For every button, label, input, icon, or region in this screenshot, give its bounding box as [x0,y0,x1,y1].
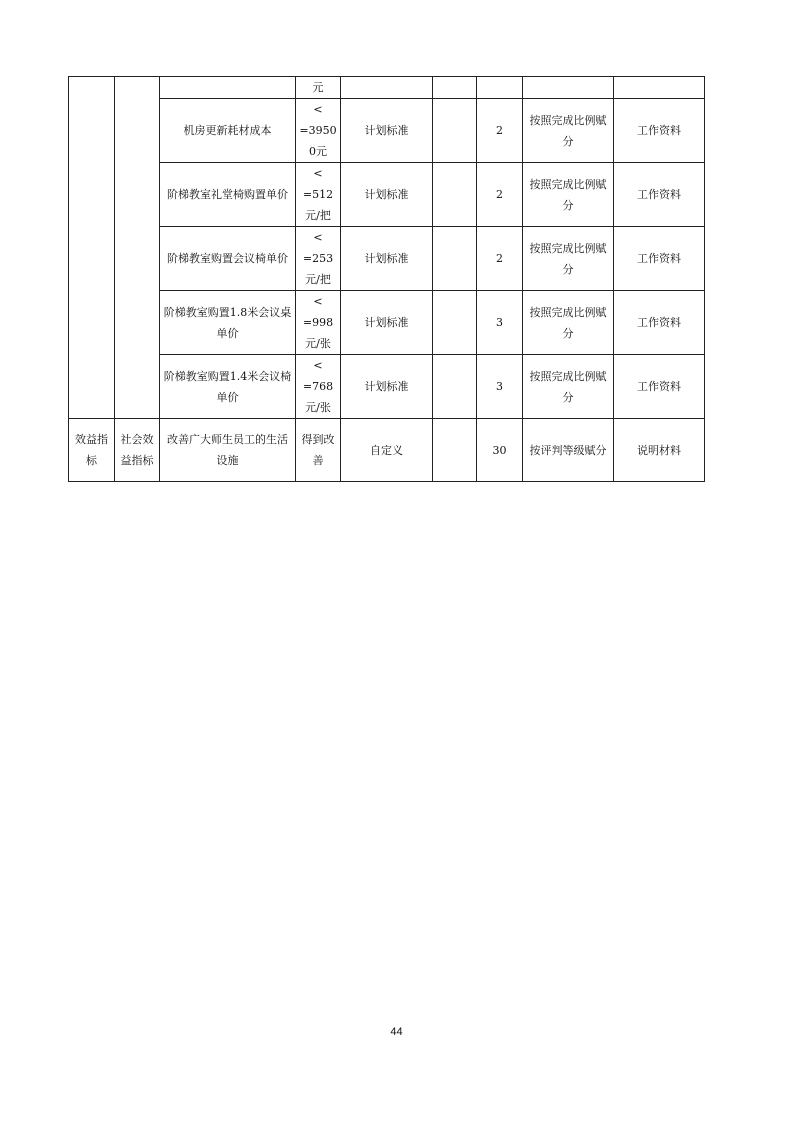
material-cell: 工作资料 [614,163,705,227]
method-cell: 按评判等级赋分 [523,419,614,482]
value-cell: 元 [296,77,341,99]
blank-cell [433,77,477,99]
material-cell: 工作资料 [614,227,705,291]
table-row [69,291,705,355]
table-row [69,355,705,419]
indicator-cell: 阶梯教室礼堂椅购置单价 [160,163,296,227]
material-cell: 工作资料 [614,291,705,355]
weight-cell: 2 [477,163,523,227]
blank-cell [433,355,477,419]
table-row [69,419,705,482]
method-cell: 按照完成比例赋分 [523,355,614,419]
level2-cell-continued [115,77,160,419]
indicator-cell: 机房更新耗材成本 [160,99,296,163]
indicator-cell: 阶梯教室购置1.4米会议椅单价 [160,355,296,419]
value-cell: < =3950 0元 [296,99,341,163]
method-cell [523,77,614,99]
weight-cell: 3 [477,291,523,355]
weight-cell: 2 [477,227,523,291]
standard-cell: 自定义 [341,419,433,482]
standard-cell: 计划标准 [341,227,433,291]
value-cell: < =512 元/把 [296,163,341,227]
material-cell: 工作资料 [614,99,705,163]
indicator-cell: 阶梯教室购置会议椅单价 [160,227,296,291]
value-cell: < =768 元/张 [296,355,341,419]
value-cell: < =253 元/把 [296,227,341,291]
weight-cell: 30 [477,419,523,482]
material-cell [614,77,705,99]
level2-cell: 社会效益指标 [115,419,160,482]
table-row [69,227,705,291]
standard-cell: 计划标准 [341,355,433,419]
method-cell: 按照完成比例赋分 [523,227,614,291]
blank-cell [433,99,477,163]
table-row [69,163,705,227]
table-row [69,77,705,99]
material-cell: 说明材料 [614,419,705,482]
blank-cell [433,163,477,227]
standard-cell [341,77,433,99]
standard-cell: 计划标准 [341,99,433,163]
standard-cell: 计划标准 [341,291,433,355]
level1-cell-continued [69,77,115,419]
method-cell: 按照完成比例赋分 [523,99,614,163]
blank-cell [433,227,477,291]
method-cell: 按照完成比例赋分 [523,291,614,355]
value-cell: 得到改善 [296,419,341,482]
weight-cell: 3 [477,355,523,419]
performance-indicator-table [68,76,705,482]
weight-cell: 2 [477,99,523,163]
level1-cell: 效益指标 [69,419,115,482]
indicator-cell: 阶梯教室购置1.8米会议桌单价 [160,291,296,355]
blank-cell [433,419,477,482]
page-number: 44 [390,1026,403,1038]
material-cell: 工作资料 [614,355,705,419]
table-row [69,99,705,163]
blank-cell [433,291,477,355]
method-cell: 按照完成比例赋分 [523,163,614,227]
weight-cell [477,77,523,99]
indicator-cell [160,77,296,99]
standard-cell: 计划标准 [341,163,433,227]
value-cell: < =998 元/张 [296,291,341,355]
indicator-cell: 改善广大师生员工的生活设施 [160,419,296,482]
